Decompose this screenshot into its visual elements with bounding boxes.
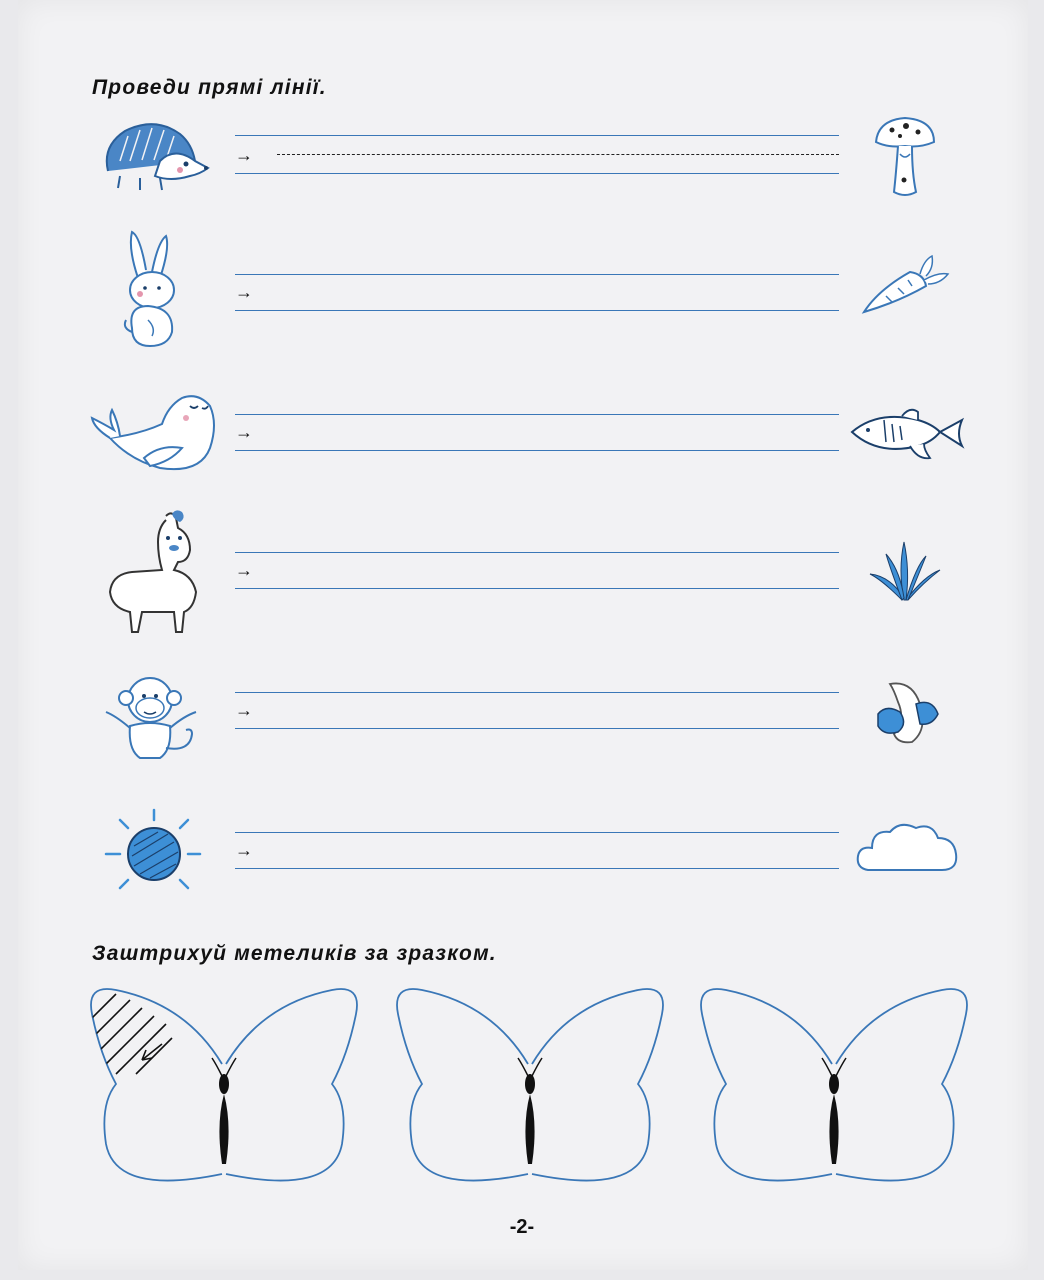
seal-icon <box>90 388 230 478</box>
trace-lines[interactable] <box>235 692 839 732</box>
trace-lines[interactable] <box>235 135 839 175</box>
llama-icon <box>102 508 202 636</box>
grass-icon <box>868 540 942 604</box>
sun-icon <box>98 806 208 898</box>
trace-row-seal <box>0 378 1044 498</box>
page-number: -2- <box>509 1216 535 1238</box>
butterfly-blank-2[interactable] <box>696 984 976 1196</box>
butterfly-blank-1[interactable] <box>392 984 672 1196</box>
cloud-icon <box>854 818 960 878</box>
arrow-icon: → <box>235 422 253 442</box>
trace-row-monkey <box>0 668 1044 788</box>
trace-row-llama <box>0 508 1044 628</box>
task2-title: Заштрихуй метеликів за зразком. <box>92 942 497 965</box>
monkey-icon <box>100 672 205 767</box>
rabbit-icon <box>118 228 188 353</box>
task1-title: Проведи прямі лінії. <box>92 76 327 99</box>
banana-icon <box>872 674 942 748</box>
trace-lines[interactable] <box>235 832 839 872</box>
butterfly-example[interactable] <box>86 984 366 1196</box>
arrow-icon: → <box>235 560 253 580</box>
arrow-icon: → <box>235 282 253 302</box>
trace-lines[interactable] <box>235 274 839 314</box>
mushroom-icon <box>870 114 940 200</box>
trace-row-hedgehog <box>0 110 1044 230</box>
arrow-icon: → <box>235 700 253 720</box>
arrow-icon: → <box>235 145 253 165</box>
hedgehog-icon <box>100 116 210 196</box>
trace-lines[interactable] <box>235 414 839 454</box>
arrow-icon: → <box>235 840 253 860</box>
trace-row-sun <box>0 800 1044 920</box>
fish-icon <box>848 402 966 466</box>
trace-row-rabbit <box>0 228 1044 348</box>
trace-lines[interactable] <box>235 552 839 592</box>
carrot-icon <box>858 250 953 320</box>
